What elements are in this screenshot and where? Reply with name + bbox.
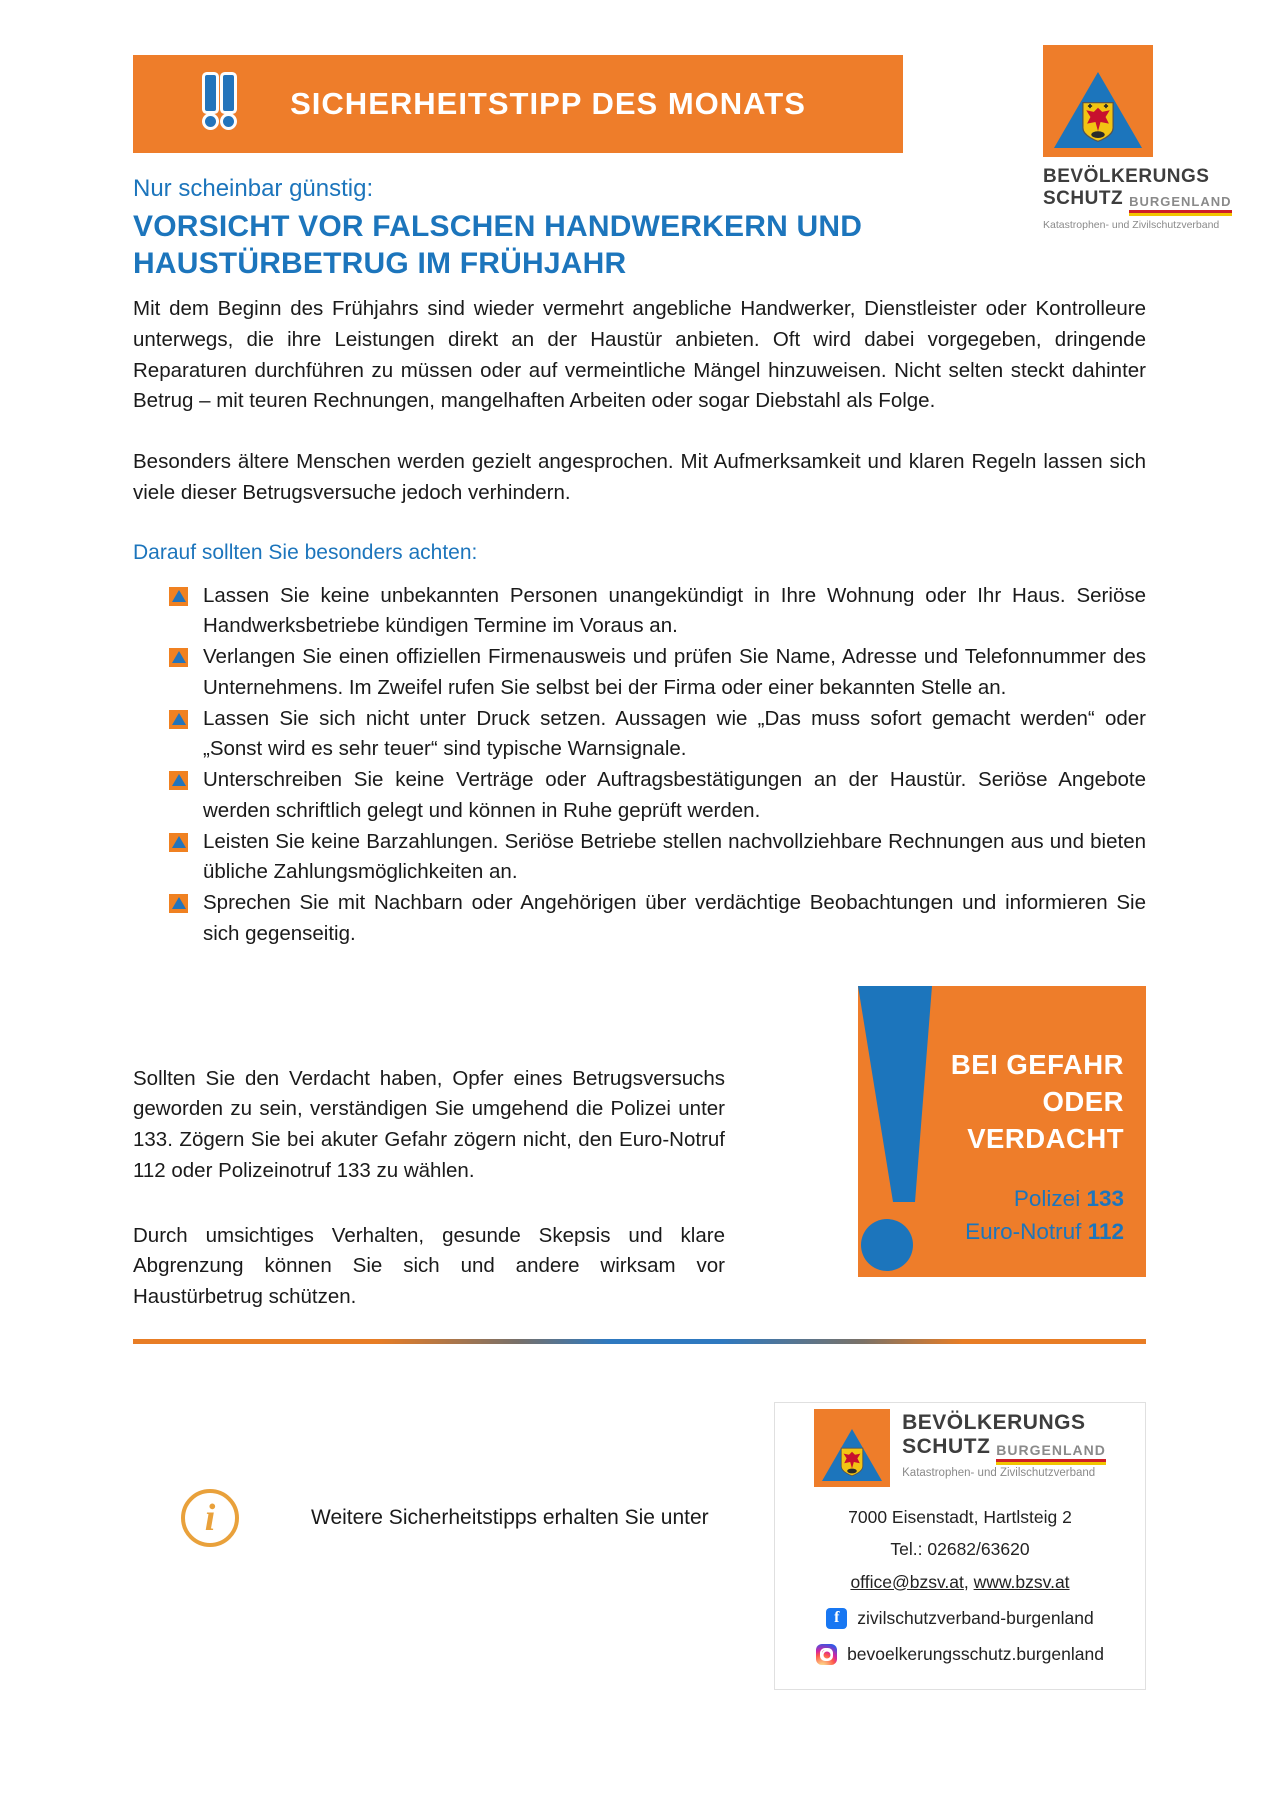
facebook-handle[interactable]: zivilschutzverband-burgenland: [857, 1608, 1094, 1629]
instagram-icon[interactable]: [816, 1644, 837, 1665]
info-icon: i: [181, 1489, 239, 1547]
alert-section: [133, 986, 1146, 1313]
civil-protection-bullet-icon: [169, 771, 188, 790]
headline: VORSICHT VOR FALSCHEN HANDWERKERN UND HAUSTÜRBETRUG IM FRÜHJAHR: [133, 210, 863, 280]
org-region: BURGENLAND: [1129, 194, 1232, 209]
intro-paragraph-2: Besonders ältere Menschen werden gezielt angesprochen. Mit Aufmerksamkeit und klaren Regeln lassen sich viele dieser Betrugsversuche jedoch verhindern.: [133, 450, 1146, 504]
list-item: [169, 642, 1146, 704]
list-item-text: Unterschreiben Sie keine Verträge oder Auftragsbestätigungen an der Haustür. Seriöse Angebote werden schriftlich gelegt und können in Ruhe geprüft werden.: [203, 768, 1146, 822]
contact-details: [785, 1501, 1135, 1671]
intro-paragraph-1: Mit dem Beginn des Frühjahrs sind wieder vermehrt angebliche Handwerker, Dienstleister oder Kontrolleure unterwegs, die ihre Leistungen direkt an der Haustür anbieten. Oft wird dabei vorgegeben, dringende Reparaturen durchführen zu müssen oder auf vermeintliche Mängel hinzuweisen. Nicht selten steckt dahinter Betrug – mit teuren Rechnungen, mangelhaften Arbeiten oder sogar Diebstahl als Folge.: [133, 297, 1146, 413]
outro-column: [133, 986, 725, 1313]
list-item: [169, 827, 1146, 889]
footer-info-text: Weitere Sicherheitstipps erhalten Sie unter: [311, 1505, 709, 1529]
civil-protection-bullet-icon: [169, 587, 188, 606]
outro-paragraph-1: Sollten Sie den Verdacht haben, Opfer eines Betrugsversuchs geworden zu sein, verständigen Sie umgehend die Polizei unter 133. Zögern Sie bei akuter Gefahr zögern nicht, den Euro-Notruf 112 oder Polizeinotruf 133 zu wählen.: [133, 1066, 725, 1182]
civil-protection-bullet-icon: [169, 894, 188, 913]
org-name-line1: BEVÖLKERUNGS: [1043, 166, 1210, 187]
address: 7000 Eisenstadt, Hartlsteig 2: [848, 1506, 1072, 1527]
email-link[interactable]: office@bzsv.at: [850, 1571, 964, 1592]
list-item-text: Sprechen Sie mit Nachbarn oder Angehörigen über verdächtige Beobachtungen und informieren Sie sich gegenseitig.: [203, 891, 1146, 945]
phone: Tel.: 02682/63620: [890, 1539, 1030, 1560]
burgenland-crest-icon: [1081, 101, 1115, 143]
civil-protection-bullet-icon: [169, 648, 188, 667]
gradient-divider: [133, 1339, 1146, 1344]
contact-block: [774, 1402, 1146, 1690]
facebook-icon[interactable]: f: [826, 1608, 847, 1629]
civil-protection-emblem-icon: [814, 1409, 890, 1487]
website-link[interactable]: www.bzsv.at: [973, 1571, 1070, 1592]
emergency-alert-box: [858, 986, 1146, 1277]
header-banner: [133, 55, 903, 153]
list-item-text: Lassen Sie sich nicht unter Druck setzen. Aussagen wie „Das muss sofort gemacht werden“ oder „Sonst wird es sehr teuer“ sind typische Warnsignale.: [203, 706, 1146, 761]
alert-title: BEI GEFAHR ODER VERDACHT: [950, 1048, 1124, 1154]
link-separator: ,: [963, 1571, 974, 1592]
org-name-line1: BEVÖLKERUNGS: [902, 1410, 1086, 1434]
emergency-numbers: Polizei 133 Euro-Notruf 112: [965, 1186, 1124, 1244]
outro-paragraph-2: Durch umsichtiges Verhalten, gesunde Skepsis und klare Abgrenzung können Sie sich und andere wirksam vor Haustürbetrug schützen.: [133, 1223, 725, 1309]
main-content: [133, 175, 1146, 1690]
footer: [133, 1402, 1146, 1690]
footer-info: [181, 1486, 709, 1550]
org-logo-footer: [814, 1409, 890, 1487]
instagram-handle[interactable]: bevoelkerungsschutz.burgenland: [847, 1644, 1104, 1665]
org-region: BURGENLAND: [996, 1441, 1106, 1458]
org-name-line2: SCHUTZ: [902, 1434, 991, 1458]
list-item: [169, 704, 1146, 766]
list-heading: Darauf sollten Sie besonders achten:: [133, 540, 478, 564]
civil-protection-emblem-icon: [1043, 45, 1153, 157]
list-item: [169, 581, 1146, 643]
org-subtitle: Katastrophen- und Zivilschutzverband: [902, 1466, 1096, 1479]
org-name-line2: SCHUTZ: [1043, 188, 1124, 209]
list-item-text: Lassen Sie keine unbekannten Personen unangekündigt in Ihre Wohnung oder Ihr Haus. Seriöse Handwerksbetriebe kündigen Termine im Voraus an.: [203, 583, 1146, 638]
list-item: [169, 888, 1146, 950]
org-subtitle: Katastrophen- und Zivilschutzverband: [1043, 219, 1220, 231]
list-item-text: Leisten Sie keine Barzahlungen. Seriöse Betriebe stellen nachvollziehbare Rechnungen aus und bieten übliche Zahlungsmöglichkeiten an.: [203, 829, 1146, 884]
civil-protection-bullet-icon: [169, 710, 188, 729]
double-exclamation-icon: [205, 75, 234, 127]
civil-protection-bullet-icon: [169, 833, 188, 852]
advice-list: [133, 581, 1146, 950]
burgenland-crest-icon: [840, 1447, 864, 1477]
kicker: Nur scheinbar günstig:: [133, 175, 374, 202]
page-title: SICHERHEITSTIPP DES MONATS: [290, 86, 806, 121]
list-item: [169, 765, 1146, 827]
list-item-text: Verlangen Sie einen offiziellen Firmenausweis und prüfen Sie Name, Adresse und Telefonnummer des Unternehmens. Im Zweifel rufen Sie selbst bei der Firma oder einer bekannten Stelle an.: [203, 645, 1146, 699]
